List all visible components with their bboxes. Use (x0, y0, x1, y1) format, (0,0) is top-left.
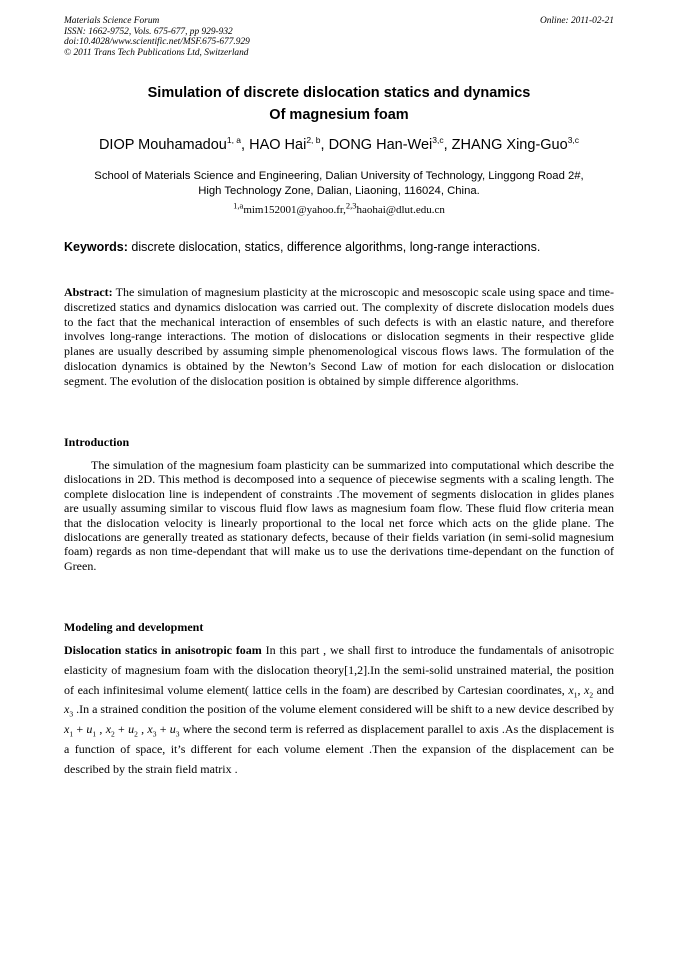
section-heading-modeling: Modeling and development (64, 620, 204, 634)
title-line-2: Of magnesium foam (269, 107, 409, 123)
email-link[interactable]: mim152001@yahoo.fr (243, 204, 344, 216)
math-var: u (169, 722, 176, 737)
math-sub: 2 (589, 689, 594, 699)
abstract (64, 285, 614, 389)
affiliation-line-1: School of Materials Science and Engineering, Dalian University of Technology, Linggong Road 2#, (94, 170, 584, 182)
copyright-line: © 2011 Trans Tech Publications Ltd, Switzerland (64, 47, 249, 58)
math-sub: 3 (152, 729, 157, 739)
email-link[interactable]: haohai@dlut.edu.cn (356, 204, 445, 216)
subsection-label: Dislocation statics in anisotropic foam (64, 643, 262, 657)
affiliation (55, 169, 623, 199)
title-line-1: Simulation of discrete dislocation statics and dynamics (147, 85, 531, 101)
author-affil-sup: 1, a (226, 135, 242, 146)
affiliation-line-2: High Technology Zone, Dalian, Liaoning, 116024, China. (198, 185, 480, 197)
math-var: x (64, 702, 70, 717)
author-separator: , (320, 137, 329, 153)
math-sub: 1 (69, 729, 74, 739)
section-heading-introduction: Introduction (64, 435, 130, 449)
keywords-label: Keywords: (64, 240, 128, 254)
math-sep: , (96, 722, 106, 737)
author-name: HAO Hai (249, 137, 307, 153)
abstract-text: The simulation of magnesium plasticity at the microscopic and mesoscopic scale using space and time-discretized statics and dynamics dislocation was carried out. The complexity of discrete dislocation models dues to the fact that the mechanical interaction of ensembles of such defects is with an elastic nature, and therefore involves long-range interactions. The motion of dislocations or dislocation segments in their respective glide planes are usually described by assuming simple phenomenological viscous flows laws. The formulation of the dislocation dynamics is obtained by the Newton’s Second Law of motion for each dislocation or dislocation segment. The evolution of the dislocation position is obtained by simple difference algorithms. (64, 285, 614, 388)
modeling-text-3: where the second term is referred as displacement parallel to axis .As the displacement is a function of space, it’s different for each volume element .Then the expansion of the displacement can be described by the strain field matrix . (64, 722, 615, 776)
math-op: + (73, 722, 87, 737)
math-sub: 1 (573, 689, 578, 699)
author-affil-sup: 2, b (306, 135, 321, 146)
displacement-formula (64, 722, 180, 739)
author-name: ZHANG Xing-Guo (451, 137, 568, 153)
online-date: Online: 2011-02-21 (539, 16, 614, 26)
author-affil-sup: 3,c (432, 135, 444, 146)
author-name: DIOP Mouhamadou (98, 137, 227, 153)
abstract-label: Abstract: (64, 285, 113, 299)
paper-title (40, 82, 638, 126)
author-list (30, 136, 648, 154)
math-op: + (114, 722, 129, 737)
math-var: x (64, 722, 70, 737)
author-emails (64, 200, 614, 216)
keywords-text: discrete dislocation, statics, difference algorithms, long-range interactions. (127, 240, 541, 254)
math-var: x (584, 682, 590, 697)
math-sub: 2 (111, 729, 115, 739)
and-word: and (593, 682, 615, 697)
author-affil-sup: 3,c (567, 135, 580, 146)
math-sep: , (137, 722, 148, 737)
math-sub: 2 (134, 729, 138, 739)
running-header (64, 16, 614, 58)
keywords (64, 239, 624, 255)
math-sep: , (577, 682, 585, 697)
math-var: u (86, 722, 93, 737)
introduction-paragraph: The simulation of the magnesium foam plasticity can be summarized into computational which describe the dislocations in 2D. This method is decomposed into a sequence of piecewise segments with a scaling length. The complete dislocation line is independent of constraints .The movement of segments dislocation in glides planes are usually assuming similar to viscous fluid flow laws as magnesium foam flow. These fluid flow criteria mean that the dislocation velocity is linearly proportional to the local net force which acts on the glide plane. The dislocations are generally treated as stationary defects, because of their fields variation (in semi-solid magnesium foam) regards as non time-dependant that will make us to use the derivations time-dependant on the function of Green. (64, 458, 614, 573)
modeling-paragraph (64, 641, 614, 780)
modeling-text-2: .In a strained condition the position of the volume element considered will be shift to a new device described by (73, 702, 614, 717)
math-var: x (147, 722, 153, 737)
author-separator: , (241, 137, 250, 153)
doi-line: doi:10.4028/www.scientific.net/MSF.675-677.929 (64, 37, 250, 48)
author-separator: , (443, 137, 452, 153)
math-op: + (156, 722, 170, 737)
math-sub: 3 (175, 729, 180, 739)
math-var: x (568, 682, 574, 697)
email-sup: 2,3 (345, 200, 357, 211)
author-name: DONG Han-Wei (328, 137, 433, 153)
issn-line: ISSN: 1662-9752, Vols. 675-677, pp 929-932 (64, 26, 233, 37)
modeling-text-1: In this part , we shall first to introduce the fundamentals of anisotropic elasticity of magnesium foam with the dislocation theory[1,2].In the semi-solid unstrained material, the position of each infinitesimal volume element( lattice cells in the foam) are described by Cartesian coordinates, (64, 643, 614, 697)
math-var: x (105, 722, 112, 737)
math-sub: 3 (69, 709, 74, 719)
email-separator: , (343, 204, 346, 216)
journal-name: Materials Science Forum (64, 16, 160, 26)
email-sup: 1,a (233, 200, 244, 211)
math-var: u (128, 722, 135, 737)
math-sub: 1 (92, 729, 97, 739)
